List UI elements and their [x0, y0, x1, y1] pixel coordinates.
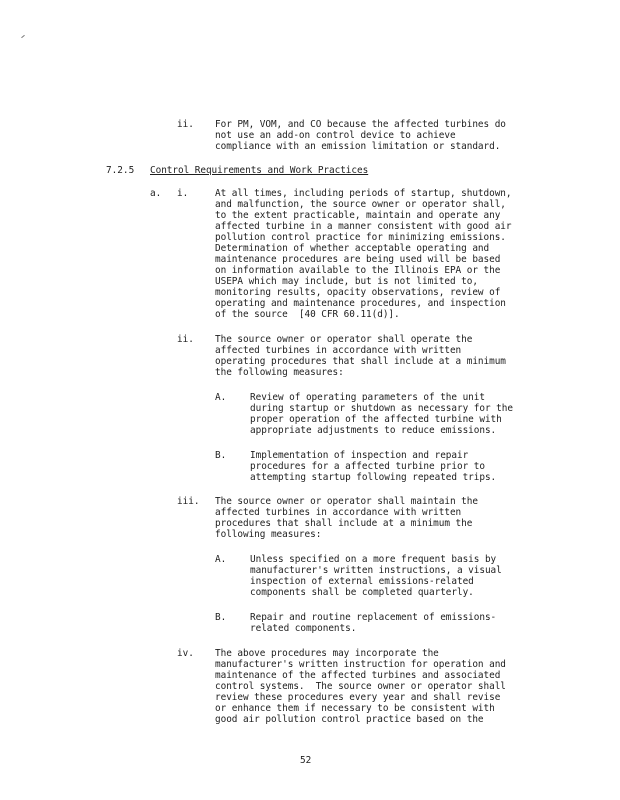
item-ii-label: ii. — [177, 119, 194, 130]
sub-ii-a-line: proper operation of the affected turbine with — [250, 414, 502, 425]
sub-i-label: i. — [177, 188, 189, 199]
sub-iii-b-label: B. — [215, 612, 227, 623]
sub-ii-b-line: Implementation of inspection and repair — [250, 450, 469, 461]
sub-iii-label: iii. — [177, 496, 200, 507]
sub-ii-label: ii. — [177, 334, 194, 345]
section-title: Control Requirements and Work Practices — [150, 165, 369, 176]
sub-iii-a-line: manufacturer's written instructions, a visual — [250, 565, 502, 576]
sub-iii-line: The source owner or operator shall maintain the — [215, 496, 478, 507]
sub-iii-a-line: Unless specified on a more frequent basis by — [250, 554, 497, 565]
sub-iv-line: The above procedures may incorporate the — [215, 648, 439, 659]
sub-i-line: operating and maintenance procedures, and inspection — [215, 298, 506, 309]
sub-iii-b-line: Repair and routine replacement of emissions- — [250, 612, 497, 623]
sub-iv-line: review these procedures every year and shall revise — [215, 692, 501, 703]
sub-iii-line: affected turbines in accordance with written — [215, 507, 462, 518]
sub-i-line: monitoring results, opacity observations, review of — [215, 287, 501, 298]
sub-iv-line: or enhance them if necessary to be consistent with — [215, 703, 495, 714]
section-number: 7.2.5 — [106, 165, 135, 176]
sub-i-line: At all times, including periods of startup, shutdown, — [215, 188, 512, 199]
sub-i-line: to the extent practicable, maintain and operate any — [215, 210, 501, 221]
scan-mark — [21, 35, 25, 38]
sub-i-line: pollution control practice for minimizing emissions. — [215, 232, 506, 243]
sub-i-line: affected turbine in a manner consistent with good air — [215, 221, 512, 232]
sub-i-line: USEPA which may include, but is not limited to, — [215, 276, 478, 287]
sub-ii-a-label: A. — [215, 392, 227, 403]
sub-iii-a-line: inspection of external emissions-related — [250, 576, 474, 587]
sub-iv-line: control systems. The source owner or operator shall — [215, 681, 506, 692]
sub-iii-line: procedures that shall include at a minimum the — [215, 518, 473, 529]
sub-iv-label: iv. — [177, 648, 194, 659]
sub-i-line: maintenance procedures are being used will be based — [215, 254, 501, 265]
sub-iii-a-line: components shall be completed quarterly. — [250, 587, 474, 598]
item-ii-line: compliance with an emission limitation or standard. — [215, 141, 501, 152]
sub-ii-b-line: procedures for a affected turbine prior to — [250, 461, 485, 472]
sub-ii-line: affected turbines in accordance with written — [215, 345, 462, 356]
sub-iv-line: maintenance of the affected turbines and associated — [215, 670, 501, 681]
page-number: 52 — [300, 755, 312, 766]
sub-ii-b-label: B. — [215, 450, 227, 461]
sub-iii-b-line: related components. — [250, 623, 357, 634]
sub-iv-line: good air pollution control practice based on the — [215, 714, 484, 725]
item-ii-line: not use an add-on control device to achieve — [215, 130, 456, 141]
sub-i-line: of the source [40 CFR 60.11(d)]. — [215, 309, 400, 320]
sub-i-line: Determination of whether acceptable operating and — [215, 243, 490, 254]
sub-iii-line: following measures: — [215, 529, 322, 540]
item-ii-line: For PM, VOM, and CO because the affected turbines do — [215, 119, 506, 130]
sub-ii-line: The source owner or operator shall operate the — [215, 334, 473, 345]
sub-ii-line: the following measures: — [215, 367, 344, 378]
sub-ii-line: operating procedures that shall include at a minimum — [215, 356, 506, 367]
sub-i-line: and malfunction, the source owner or operator shall, — [215, 199, 506, 210]
sub-iv-line: manufacturer's written instruction for operation and — [215, 659, 506, 670]
sub-ii-a-line: appropriate adjustments to reduce emissions. — [250, 425, 497, 436]
sub-i-line: on information available to the Illinois EPA or the — [215, 265, 501, 276]
sub-ii-a-line: during startup or shutdown as necessary for the — [250, 403, 513, 414]
item-a-label: a. — [150, 188, 162, 199]
sub-ii-b-line: attempting startup following repeated trips. — [250, 472, 497, 483]
sub-ii-a-line: Review of operating parameters of the unit — [250, 392, 485, 403]
sub-iii-a-label: A. — [215, 554, 227, 565]
